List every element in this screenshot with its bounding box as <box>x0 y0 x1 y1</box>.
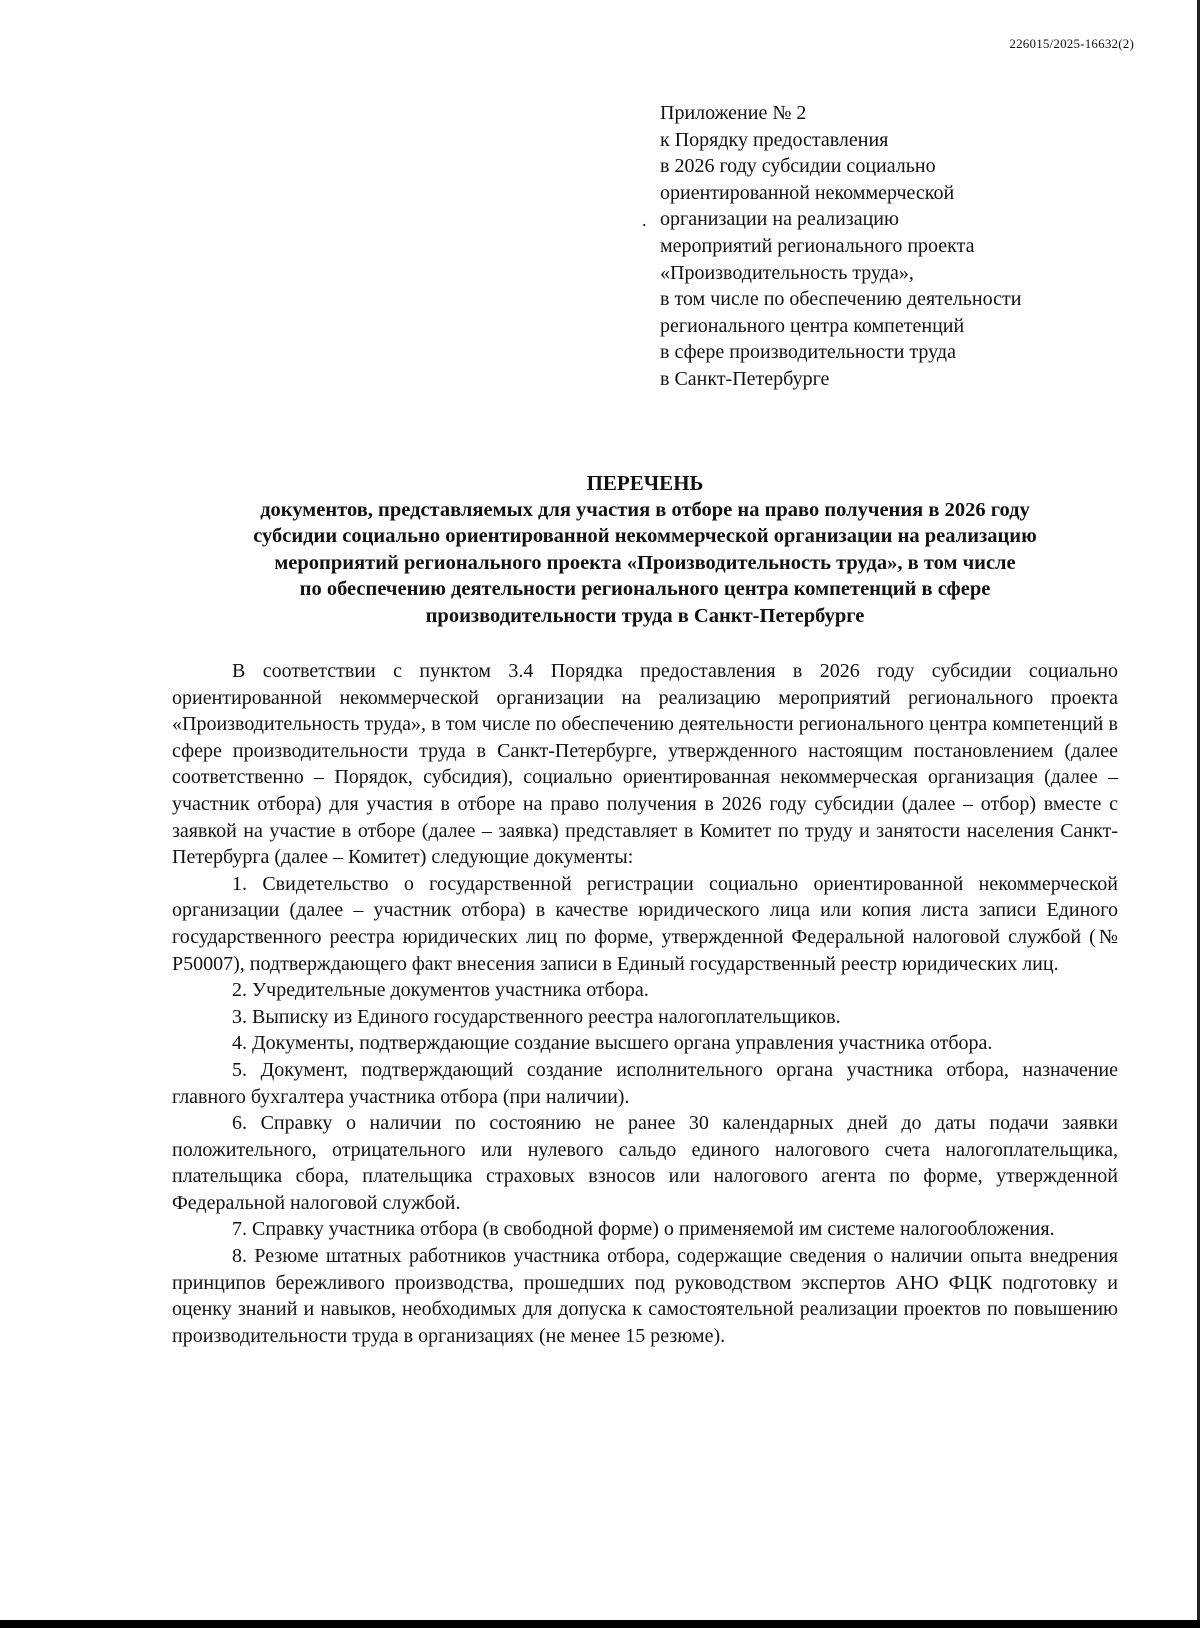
document-title-block <box>150 470 1140 630</box>
document-subtitle <box>150 497 1140 630</box>
document-body <box>172 658 1118 1349</box>
list-item: 1. Свидетельство о государственной регистрации социально ориентированной некоммерческой организации (далее – участник отбора) в качестве юридического лица или копия листа записи Единого государственного реестра юридических лиц по форме, утвержденной Федеральной налоговой службой (№ Р50007), подтверждающего факт внесения записи в Единый государственный реестр юридических лиц. <box>172 872 1118 975</box>
list-item: 4. Документы, подтверждающие создание высшего органа управления участника отбора. <box>232 1032 993 1055</box>
appendix-line: в сфере производительности труда <box>660 341 956 364</box>
list-item: 3. Выписку из Единого государственного реестра налогоплательщиков. <box>232 1005 841 1028</box>
list-item: 2. Учредительные документов участника отбора. <box>232 979 649 1002</box>
appendix-line: в том числе по обеспечению деятельности <box>660 288 1022 311</box>
appendix-line: ориентированной некоммерческой <box>660 181 955 204</box>
appendix-header <box>660 100 1140 393</box>
subtitle-line: мероприятий регионального проекта «Производительность труда», в том числе <box>274 551 1016 574</box>
list-item: 5. Документ, подтверждающий создание исполнительного органа участника отбора, назначение главного бухгалтера участника отбора (при наличии). <box>172 1058 1118 1108</box>
document-registration-number: 226015/2025-16632(2) <box>1009 36 1134 51</box>
appendix-line: Приложение № 2 <box>660 102 807 124</box>
subtitle-line: документов, представляемых для участия в отборе на право получения в 2026 году <box>260 498 1030 521</box>
list-item: 7. Справку участника отбора (в свободной форме) о применяемой им системе налогообложения. <box>232 1218 1055 1241</box>
appendix-line: мероприятий регионального проекта <box>660 234 975 257</box>
intro-paragraph: В соответствии с пунктом 3.4 Порядка предоставления в 2026 году субсидии социально ориентированной некоммерческой организации на реализацию мероприятий регионального проекта «Производительность труда», в том числе по обеспечению деятельности регионального центра компетенций в сфере производительности труда в Санкт-Петербурге, утвержденного настоящим постановлением (далее соответственно – Порядок, субсидия), социально ориентированная некоммерческая организация (далее – участник отбора) для участия в отборе на право получения в 2026 году субсидии (далее – отбор) вместе с заявкой на участие в отборе (далее – заявка) представляет в Комитет по труду и занятости населения Санкт-Петербурга (далее – Комитет) следующие документы: <box>172 660 1118 869</box>
appendix-line: регионального центра компетенций <box>660 314 965 337</box>
document-heading: ПЕРЕЧЕНЬ <box>586 471 704 495</box>
scan-artifact-dot: . <box>642 210 647 230</box>
appendix-line: организации на реализацию <box>660 208 899 231</box>
subtitle-line: производительности труда в Санкт-Петербурге <box>425 604 865 627</box>
appendix-line: в 2026 году субсидии социально <box>660 155 936 178</box>
subtitle-line: субсидии социально ориентированной некоммерческой организации на реализацию <box>253 525 1037 548</box>
subtitle-line: по обеспечению деятельности регионального центра компетенций в сфере <box>299 578 991 601</box>
scan-bottom-edge <box>0 1620 1200 1628</box>
list-item: 6. Справку о наличии по состоянию не ранее 30 календарных дней до даты подачи заявки положительного, отрицательного или нулевого сальдо единого налогового счета налогоплательщика, плательщика сбора, плательщика страховых взносов или налогового агента по форме, утвержденной Федеральной налоговой службой. <box>172 1112 1118 1214</box>
appendix-line: к Порядку предоставления <box>660 128 889 151</box>
list-item: 8. Резюме штатных работников участника отбора, содержащие сведения о наличии опыта внедрения принципов бережливого производства, прошедших под руководством экспертов АНО ФЦК подготовку и оценку знаний и навыков, необходимых для допуска к самостоятельной реализации проектов по повышению производительности труда в организациях (не менее 15 резюме). <box>172 1245 1118 1347</box>
appendix-line: «Производительность труда», <box>660 261 914 284</box>
appendix-line: в Санкт-Петербурге <box>660 367 830 390</box>
